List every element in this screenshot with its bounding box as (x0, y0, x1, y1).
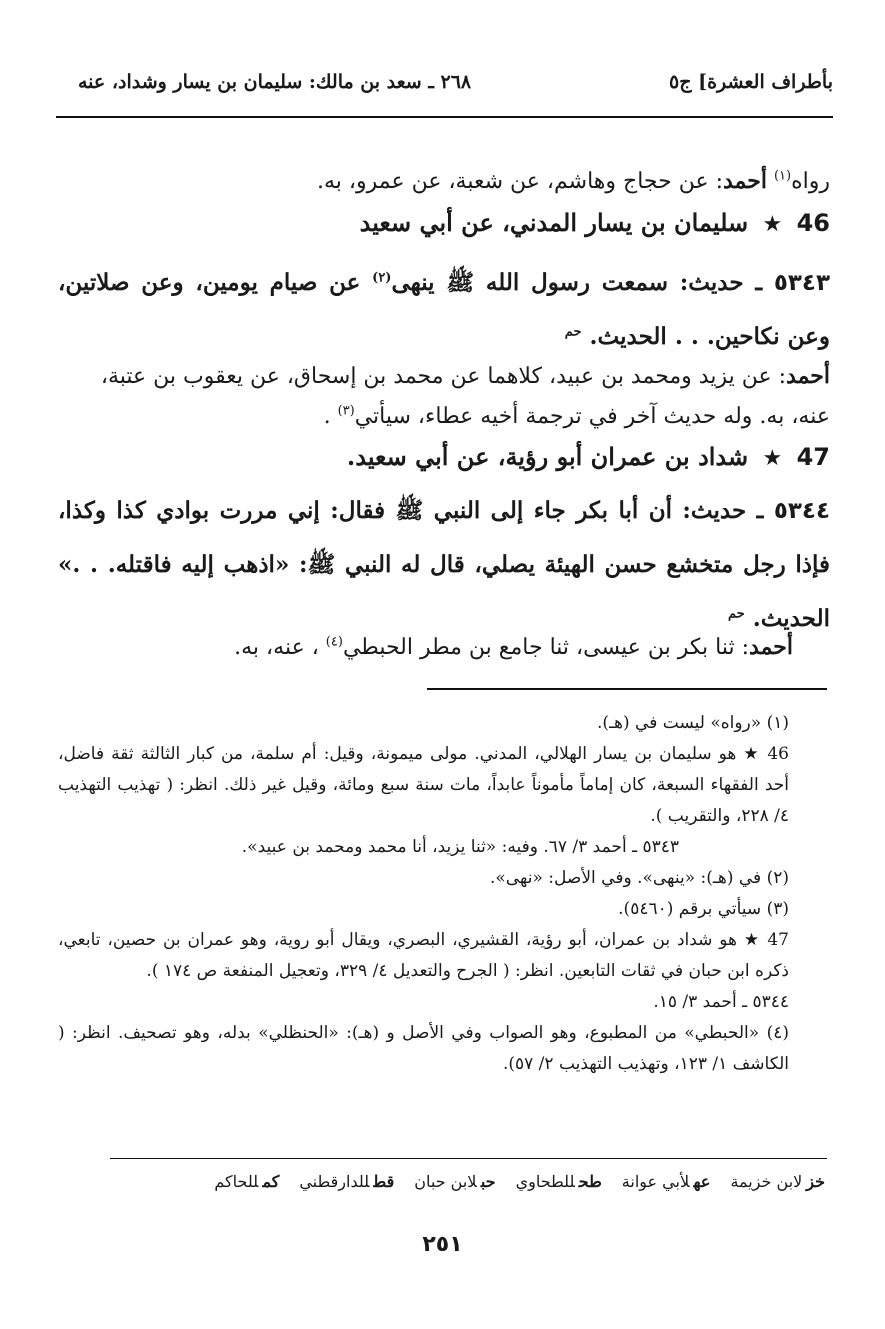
footnote-3: (٣) سيأتي برقم (٥٤٦٠). (618, 899, 789, 919)
sigla-item: عهلأبي عوانة (621, 1172, 711, 1191)
header-rule (56, 116, 833, 118)
narrator-number: 47 (796, 443, 830, 471)
footnote-5343: ٥٣٤٣ ـ أحمد ٣/ ٦٧. وفيه: «ثنا يزيد، أنا محمد ومحمد بن عبيد». (241, 837, 679, 857)
hadith-text-a: ـ حديث: سمعت رسول الله ﷺ ينهى (391, 269, 763, 296)
footnote-5344: ٥٣٤٤ ـ أحمد ٣/ ١٥. (653, 992, 789, 1012)
sigla-rule (110, 1158, 827, 1159)
narrator-name: سليمان بن يسار المدني، عن أبي سعيد (359, 208, 749, 237)
footnote-46: 46 ★ هو سليمان بن يسار الهلالي، المدني. مولى ميمونة، وقيل: أم سلمة، من كبار الثالثة ثقة فاضل، أحد الفقهاء السبعة، كان إماماً مأموناً عابداً، مات سنة سبع ومائة، وقيل غير ذلك. انظر: ( تهذيب التهذيب ٤/ ٢٢٨، والتقريب ). (58, 744, 789, 826)
source-mark: حم (564, 324, 582, 340)
sigla-item: كمللحاكم (214, 1172, 280, 1191)
narrator-46 (90, 198, 830, 250)
riwayah-label: رواه (791, 169, 830, 194)
footnote-ref-3[interactable]: (٣) (337, 403, 355, 419)
footnote-ref-4[interactable]: (٤) (325, 634, 343, 650)
reference-text-b: ، عنه، به. (234, 635, 326, 660)
reference-end: . (323, 404, 338, 429)
running-header (78, 62, 833, 102)
top-line (90, 160, 830, 203)
footnote-rule (427, 688, 827, 690)
hadith-text-b: عن صيام يومين، وعن صلاتين، وعن نكاحين. . . الحديث. (58, 269, 830, 350)
hadith-5344 (58, 484, 830, 646)
sigla-item: حبلابن حبان (414, 1172, 496, 1191)
sigla-item: طحللطحاوي (515, 1172, 602, 1191)
footnote-47: 47 ★ هو شداد بن عمران، أبو رؤية، القشيري، البصري، ويقال أبو روية، وهو عمران بن حصين، تابعي، ذكره ابن حبان في ثقات التابعين. انظر: ( الجرح والتعديل ٤/ ٣٢٩، وتعجيل المنفعة ص ١٧٤ ). (58, 930, 789, 981)
source-ahmad: أحمد (786, 363, 830, 389)
source-ahmad: أحمد (749, 634, 793, 660)
hadith-text: ـ حديث: أن أبا بكر جاء إلى النبي ﷺ فقال: إني مررت بوادي كذا وكذا، فإذا رجل متخشع حسن الهيئة يصلي، قال له النبي ﷺ: «اذهب إليه فاقتله. . .» الحديث. (58, 497, 830, 632)
source-ahmad: أحمد (722, 168, 767, 194)
hadith-number: ٥٣٤٤ (773, 498, 830, 524)
hadith-5343 (58, 256, 830, 364)
reference-text: : عن يزيد ومحمد بن عبيد، كلاهما عن محمد بن إسحاق، عن يعقوب بن عتبة، عنه، به. وله حديث آخر في ترجمة أخيه عطاء، سيأتي (100, 364, 830, 429)
narrator-name: شداد بن عمران أبو رؤية، عن أبي سعيد. (346, 442, 749, 471)
sigla-item: خزلابن خزيمة (730, 1172, 825, 1191)
page-number: ٢٥١ (422, 1232, 463, 1257)
star-icon: ★ (762, 446, 783, 471)
footnote-ref-1[interactable]: (١) (773, 168, 792, 184)
source-mark: حم (727, 606, 745, 622)
sigla-item: قطللدارقطني (299, 1172, 395, 1191)
footnote-ref-2[interactable]: (٢) (372, 270, 392, 286)
hadith-number: ٥٣٤٣ (773, 270, 830, 296)
star-icon: ★ (762, 212, 783, 237)
reference-5344 (90, 626, 793, 669)
footnote-1: (١) «رواه» ليست في (هـ). (597, 713, 789, 733)
header-section-title: ٢٦٨ ـ سعد بن مالك: سليمان بن يسار وشداد، عنه (78, 71, 472, 93)
sigla-legend (60, 1172, 825, 1191)
header-book-title: بأطراف العشرة] ج٥ (669, 71, 833, 93)
top-line-text: : عن حجاج وهاشم، عن شعبة، عن عمرو، به. (316, 169, 723, 194)
narrator-number: 46 (796, 209, 830, 237)
reference-5343 (58, 356, 830, 437)
narrator-47 (90, 432, 830, 484)
footnotes (58, 708, 829, 1080)
footnote-2: (٢) في (هـ): «ينهى». وفي الأصل: «نهى». (489, 868, 789, 888)
footnote-4: (٤) «الحبطي» من المطبوع، وهو الصواب وفي الأصل و (هـ): «الحنظلي» بدله، وهو تصحيف. انظر: ( الكاشف ١/ ١٢٣، وتهذيب التهذيب ٢/ ٥٧). (58, 1023, 789, 1074)
reference-text-a: : ثنا بكر بن عيسى، ثنا جامع بن مطر الحبطي (342, 635, 750, 660)
